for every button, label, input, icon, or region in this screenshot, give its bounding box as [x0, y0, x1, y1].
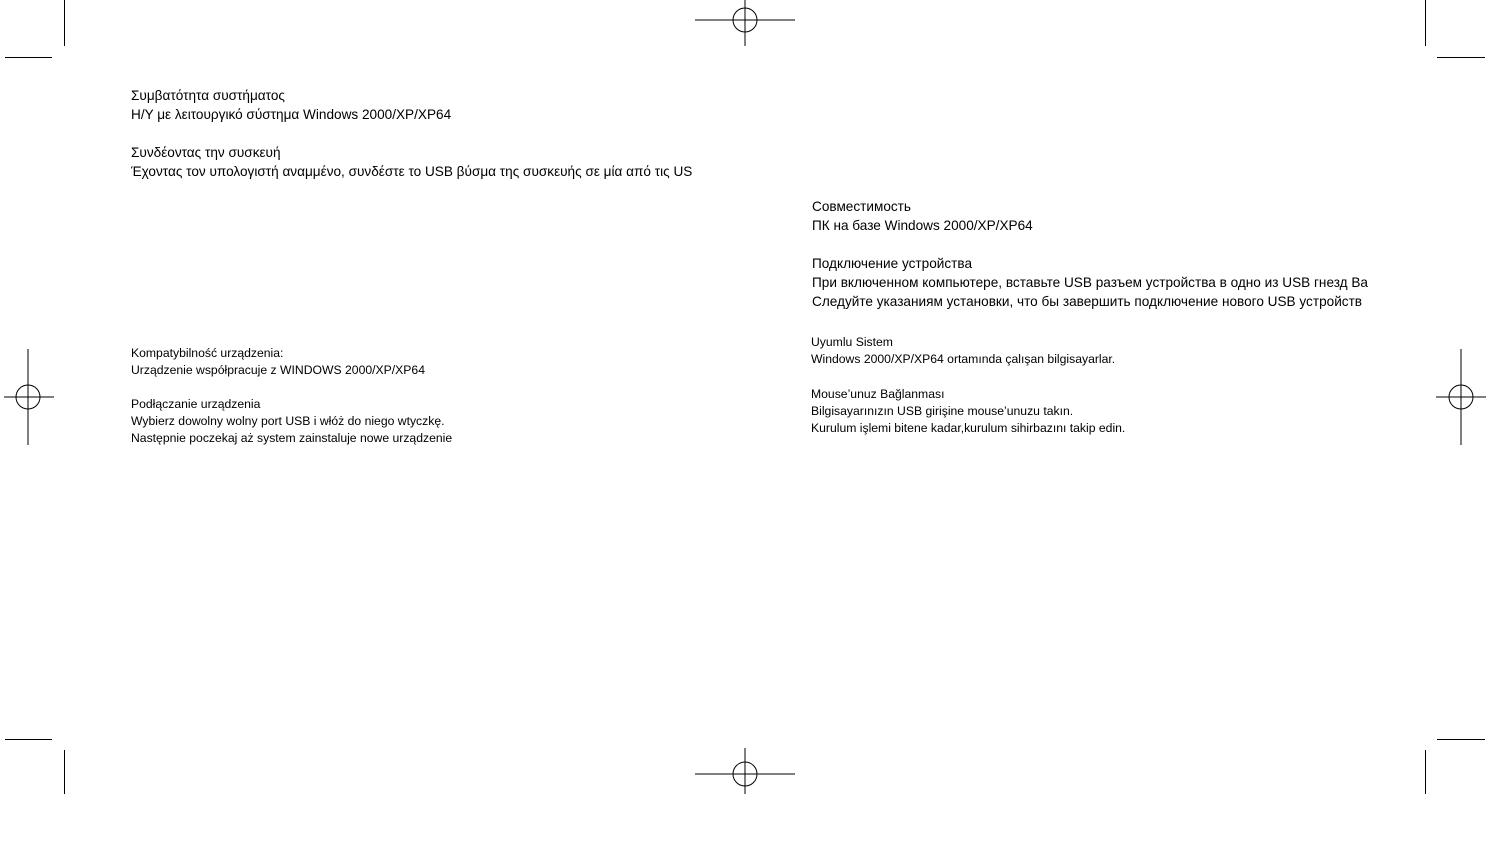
- greek-connect-text: Έχοντας τον υπολογιστή αναμμένο, συνδέστε το USB βύσμα της συσκευής σε μία από τις US: [131, 164, 693, 179]
- polish-connect-heading: Podłączanie urządzenia: [131, 397, 261, 411]
- crop-mark-bottom-right-vertical: [1425, 750, 1426, 794]
- greek-compat-text: Η/Υ με λειτουργικό σύστημα Windows 2000/XP/XP64: [131, 107, 452, 122]
- registration-mark-bottom: [695, 748, 795, 848]
- russian-compat-text: ПК на базе Windows 2000/XP/XP64: [812, 218, 1033, 233]
- russian-connect-text-1: При включенном компьютере, вставьте USB разъем устройства в одно из USB гнезд Ва: [812, 275, 1368, 290]
- turkish-connect-text-2: Kurulum işlemi bitene kadar,kurulum sihirbazını takip edin.: [811, 421, 1126, 436]
- russian-section: [812, 197, 1426, 311]
- turkish-connect-heading: Mouse’unuz Bağlanması: [811, 386, 945, 401]
- registration-mark-top: [695, 0, 795, 100]
- crop-mark-bottom-left-vertical: [64, 750, 65, 794]
- crop-mark-top-right-horizontal: [1437, 57, 1485, 58]
- crop-mark-top-left-vertical: [64, 0, 65, 46]
- registration-mark-left: [4, 349, 104, 449]
- polish-connect-text-2: Następnie poczekaj aż system zainstaluje nowe urządzenie: [131, 431, 453, 445]
- polish-connect-text-1: Wybierz dowolny wolny port USB i włóż do niego wtyczkę.: [131, 414, 445, 428]
- russian-connect-text-2: Следуйте указаниям установки, что бы завершить подключение нового USB устройств: [812, 294, 1363, 309]
- greek-connect-heading: Συνδέοντας την συσκευή: [131, 145, 281, 160]
- crop-mark-bottom-right-horizontal: [1437, 739, 1485, 740]
- polish-section: [131, 345, 591, 447]
- crop-mark-bottom-left-horizontal: [5, 739, 52, 740]
- turkish-section: [811, 334, 1371, 437]
- spacer: [131, 124, 719, 143]
- polish-compat-text: Urządzenie współpracuje z WINDOWS 2000/XP/XP64: [131, 363, 425, 377]
- greek-section: [131, 86, 719, 181]
- crop-mark-top-left-horizontal: [5, 57, 52, 58]
- russian-compat-heading: Совместимость: [812, 199, 911, 214]
- polish-compat-heading: Kompatybilność urządzenia:: [131, 346, 284, 360]
- turkish-compat-text: Windows 2000/XP/XP64 ortamında çalışan bilgisayarlar.: [811, 352, 1116, 367]
- greek-compat-heading: Συμβατότητα συστήματος: [131, 88, 285, 103]
- crop-mark-top-right-vertical: [1425, 0, 1426, 46]
- turkish-compat-heading: Uyumlu Sistem: [811, 335, 893, 349]
- russian-connect-heading: Подключение устройства: [812, 256, 973, 271]
- spacer: [811, 369, 1371, 386]
- turkish-connect-text-1: Bilgisayarınızın USB girişine mouse’unuzu takın.: [811, 403, 1074, 418]
- spacer: [812, 235, 1426, 254]
- spacer: [131, 379, 591, 396]
- registration-mark-right: [1436, 349, 1486, 449]
